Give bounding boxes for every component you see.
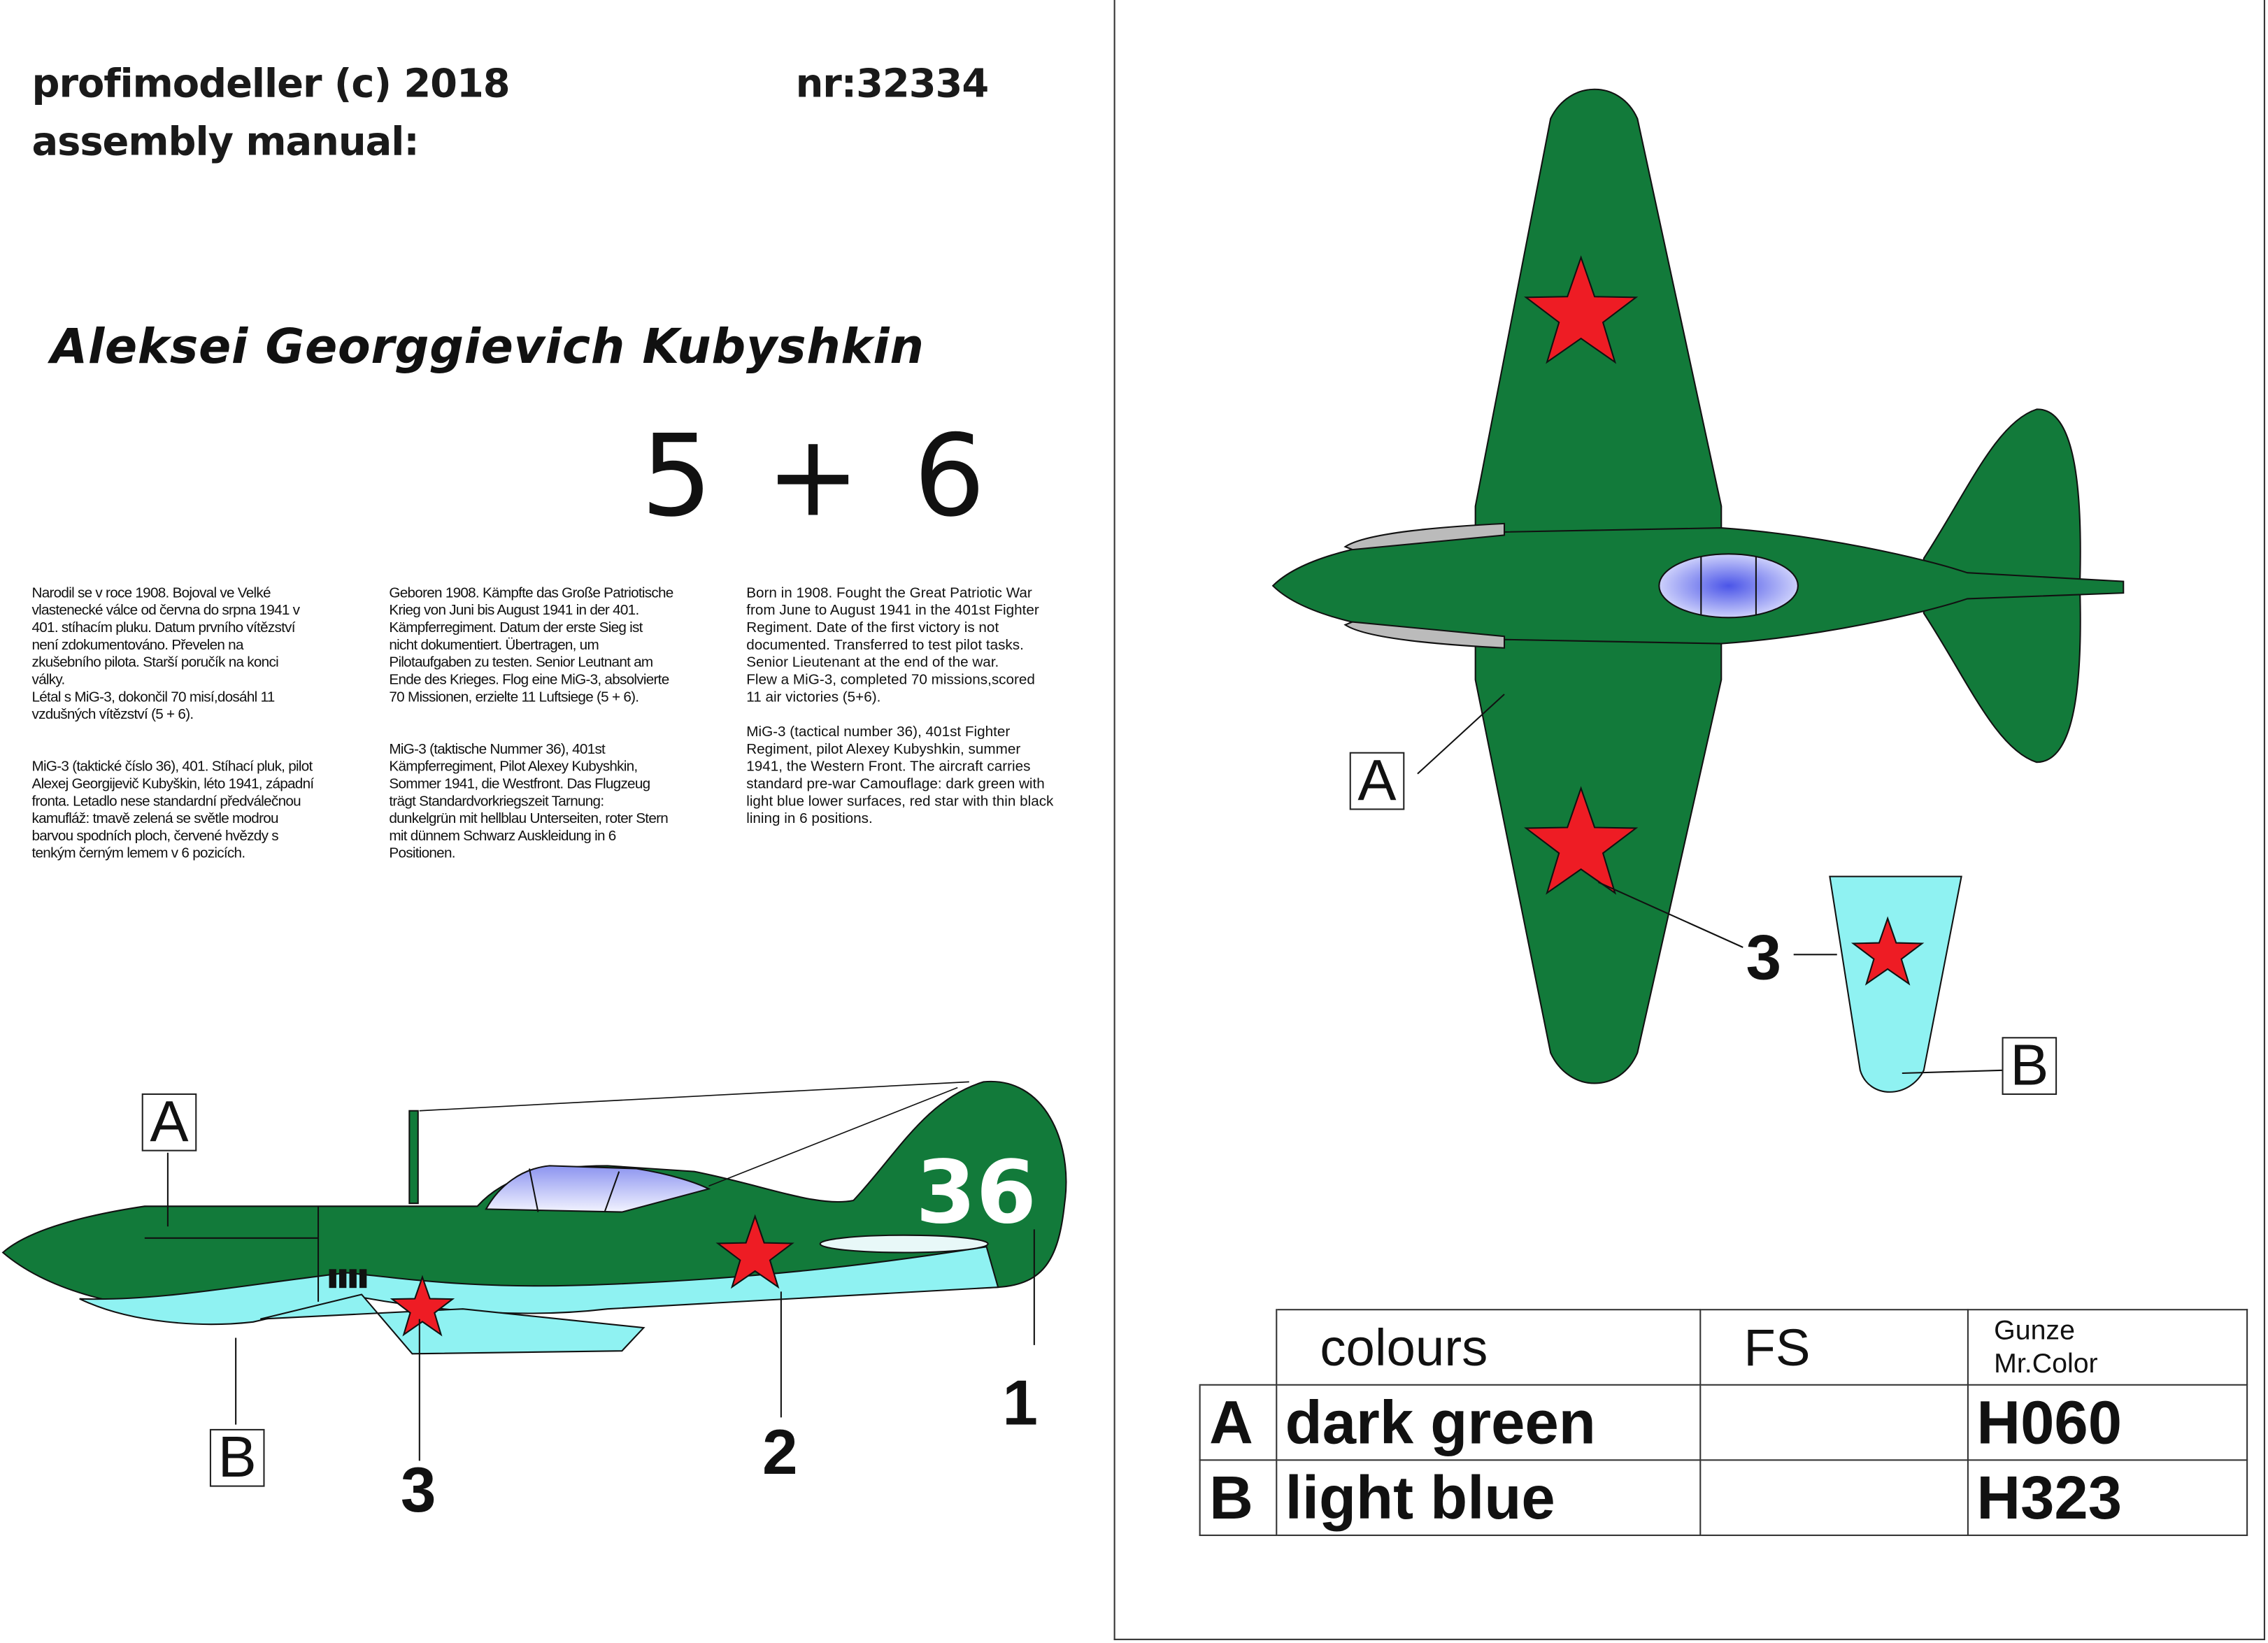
row-colour-name: dark green — [1276, 1385, 1699, 1461]
header-fs: FS — [1699, 1310, 1967, 1385]
row-gunze: H323 — [1967, 1460, 2246, 1535]
antenna-mast — [409, 1111, 418, 1203]
header-gunze: Gunze Mr.Color — [1967, 1310, 2246, 1385]
wingtip-underside — [1830, 877, 1961, 1092]
callout-3: 3 — [400, 1455, 436, 1526]
german-bio: Geboren 1908. Kämpfte das Große Patriotische Krieg von Juni bis August 1941 in der 401. Kämpferregiment. Datum der erste Sieg ist nicht dokumentiert. Übertragen, um Pilotaufgaben zu testen. Senior Leutnant am Ende des Krieges. Flog eine MiG-3, absolvierte 70 Missionen, erzielte 11 Luftsiege (5 + 6). — [389, 585, 673, 706]
victory-score: 5 + 6 — [641, 412, 994, 543]
callout-1: 1 — [1002, 1368, 1038, 1440]
pilot-name: Aleksei Georggievich Kubyshkin — [50, 318, 925, 375]
row-colour-name: light blue — [1276, 1460, 1699, 1535]
colours-header-row — [1200, 1310, 2246, 1385]
row-key: B — [1200, 1460, 1276, 1535]
row-fs — [1699, 1385, 1967, 1461]
english-aircraft: MiG-3 (tactical number 36), 401st Fighter Regiment, pilot Alexey Kubyshkin, summer 1941, the Western Front. The aircraft carries standard pre-war Camouflage: dark green with light blue lower surfaces, red star with thin black lining in 6 positions. — [746, 724, 1054, 828]
side-label-b: B — [210, 1429, 265, 1487]
top-canopy — [1659, 554, 1798, 617]
brand-line: profimodeller (c) 2018 — [31, 62, 510, 108]
english-bio: Born in 1908. Fought the Great Patriotic War from June to August 1941 in the 401st Fighter Regiment. Date of the first victory is not documented. Transferred to test pilot tasks. Senior Lieutenant at the end of the war. Flew a MiG-3, completed 70 missions,scored 11 air victories (5+6). — [746, 585, 1039, 706]
top-label-b: B — [2002, 1037, 2057, 1095]
czech-aircraft: MiG-3 (taktické číslo 36), 401. Stíhací pluk, pilot Alexej Georgijevič Kubyškin, léto 1941, západní fronta. Letadlo nese standardní předválečnou kamufláž: tmavě zelená se světle modrou barvou spodních ploch, červené hvězdy s tenkým černým lemem v 6 pozicích. — [31, 759, 314, 862]
top-callout-3: 3 — [1746, 922, 1782, 994]
row-gunze: H060 — [1967, 1385, 2246, 1461]
kit-number: nr:32334 — [795, 62, 989, 108]
top-view-aircraft — [1273, 89, 2123, 1084]
callout-2: 2 — [762, 1417, 798, 1488]
colours-table — [1199, 1309, 2247, 1536]
row-key: A — [1200, 1385, 1276, 1461]
side-label-a: A — [142, 1093, 197, 1151]
top-label-a: A — [1350, 752, 1405, 810]
header-colours: colours — [1276, 1310, 1699, 1385]
colour-row-a — [1200, 1385, 2246, 1461]
czech-bio: Narodil se v roce 1908. Bojoval ve Velké vlastenecké válce od června do srpna 1941 v 401. stíhacím pluku. Datum prvního vítězství není zdokumentováno. Převelen na zkušebního pilota. Starší poručík na konci války. Létal s MiG-3, dokončil 70 misí,dosáhl 11 vzdušných vítězství (5 + 6). — [31, 585, 300, 724]
colour-row-b — [1200, 1460, 2246, 1535]
row-fs — [1699, 1460, 1967, 1535]
german-aircraft: MiG-3 (taktische Nummer 36), 401st Kämpferregiment, Pilot Alexey Kubyshkin, Sommer 1941, die Westfront. Das Flugzeug trägt Standardvorkriegszeit Tarnung: dunkelgrün mit hellblau Unterseiten, roter Stern mit dünnem Schwarz Auskleidung in 6 Positionen. — [389, 742, 669, 862]
manual-subtitle: assembly manual: — [31, 120, 419, 165]
tactical-number: 36 — [915, 1142, 1036, 1244]
